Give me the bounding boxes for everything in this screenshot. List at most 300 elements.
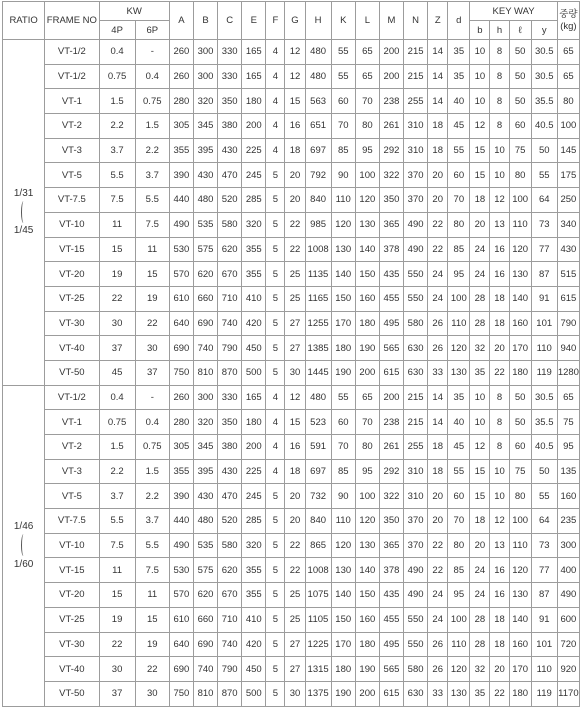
table-cell: 18 <box>285 459 305 484</box>
table-cell: 490 <box>404 212 428 237</box>
frame-cell: VT-20 <box>45 583 99 608</box>
table-cell: 10 <box>470 40 490 65</box>
table-cell: 30 <box>99 311 135 336</box>
table-cell: 260 <box>169 40 193 65</box>
header-weight: 중량 (kg) <box>557 2 579 40</box>
table-cell: 7.5 <box>135 212 169 237</box>
table-cell: 255 <box>404 435 428 460</box>
table-cell: 75 <box>509 138 531 163</box>
table-row <box>3 311 580 336</box>
table-cell: 690 <box>169 657 193 682</box>
table-cell: 285 <box>242 188 266 213</box>
table-cell: 1.5 <box>99 89 135 114</box>
table-cell: 3.7 <box>99 138 135 163</box>
table-row <box>3 286 580 311</box>
table-cell: 70 <box>355 89 379 114</box>
table-cell: 2.2 <box>99 114 135 139</box>
table-cell: 110 <box>509 533 531 558</box>
table-cell: 550 <box>404 262 428 287</box>
table-cell: 370 <box>404 509 428 534</box>
table-cell: 40.5 <box>531 435 557 460</box>
table-cell: 640 <box>169 311 193 336</box>
table-cell: 70 <box>355 410 379 435</box>
table-row <box>3 459 580 484</box>
table-row <box>3 114 580 139</box>
table-cell: 535 <box>193 212 217 237</box>
table-cell: 24 <box>470 237 490 262</box>
table-cell: 130 <box>355 212 379 237</box>
table-cell: 575 <box>193 558 217 583</box>
table-cell: 101 <box>531 311 557 336</box>
table-cell: 250 <box>557 188 579 213</box>
table-cell: 37 <box>99 681 135 706</box>
table-cell: 550 <box>404 632 428 657</box>
header-key-h: h <box>490 21 509 40</box>
header-kw-4p: 4P <box>99 21 135 40</box>
header-dim-e: E <box>242 2 266 40</box>
table-cell: 4 <box>266 410 285 435</box>
table-cell: 10 <box>490 163 509 188</box>
table-cell: 130 <box>509 583 531 608</box>
table-cell: 620 <box>193 262 217 287</box>
table-cell: 24 <box>470 558 490 583</box>
table-cell: 430 <box>218 138 242 163</box>
table-cell: 690 <box>169 336 193 361</box>
table-cell: 165 <box>242 40 266 65</box>
table-cell: 0.75 <box>135 89 169 114</box>
table-row <box>3 188 580 213</box>
table-cell: 355 <box>169 459 193 484</box>
table-cell: 355 <box>169 138 193 163</box>
table-cell: 790 <box>218 336 242 361</box>
table-cell: 7.5 <box>99 188 135 213</box>
table-cell: 2.2 <box>135 138 169 163</box>
table-cell: 32 <box>470 657 490 682</box>
table-cell: 200 <box>379 40 403 65</box>
table-cell: 200 <box>242 435 266 460</box>
table-cell: 15 <box>285 89 305 114</box>
table-row <box>3 89 580 114</box>
table-cell: 5 <box>266 632 285 657</box>
range-tilde-icon <box>3 199 44 225</box>
frame-cell: VT-7.5 <box>45 188 99 213</box>
table-cell: 140 <box>355 558 379 583</box>
table-cell: 1255 <box>305 311 331 336</box>
table-cell: 651 <box>305 114 331 139</box>
table-cell: 350 <box>379 188 403 213</box>
table-cell: 322 <box>379 163 403 188</box>
table-cell: 140 <box>331 262 355 287</box>
table-cell: 1105 <box>305 607 331 632</box>
table-cell: 630 <box>404 360 428 385</box>
table-cell: 180 <box>355 311 379 336</box>
table-cell: 20 <box>470 212 490 237</box>
table-cell: 310 <box>404 484 428 509</box>
table-cell: 16 <box>285 114 305 139</box>
table-cell: 90 <box>331 484 355 509</box>
ratio-to: 1/60 <box>13 558 34 570</box>
table-cell: 120 <box>355 188 379 213</box>
table-cell: 119 <box>531 681 557 706</box>
header-dim-a: A <box>169 2 193 40</box>
table-cell: 350 <box>379 509 403 534</box>
header-dim-l: L <box>355 2 379 40</box>
table-cell: 365 <box>379 212 403 237</box>
table-cell: 345 <box>193 435 217 460</box>
table-cell: 15 <box>470 163 490 188</box>
table-cell: 18 <box>428 459 448 484</box>
table-cell: 490 <box>169 533 193 558</box>
table-cell: 80 <box>557 89 579 114</box>
table-cell: 515 <box>557 262 579 287</box>
table-cell: 20 <box>285 163 305 188</box>
table-cell: 920 <box>557 657 579 682</box>
table-cell: 70 <box>448 509 470 534</box>
table-cell: 670 <box>218 583 242 608</box>
table-cell: 35 <box>448 385 470 410</box>
table-cell: 10 <box>470 385 490 410</box>
table-cell: 330 <box>218 64 242 89</box>
table-cell: 292 <box>379 138 403 163</box>
table-cell: 1375 <box>305 681 331 706</box>
table-cell: 130 <box>355 533 379 558</box>
table-cell: 55 <box>531 163 557 188</box>
table-cell: 4 <box>266 64 285 89</box>
frame-cell: VT-10 <box>45 533 99 558</box>
table-cell: 355 <box>242 262 266 287</box>
table-cell: 490 <box>404 583 428 608</box>
table-cell: 85 <box>331 138 355 163</box>
table-cell: 200 <box>242 114 266 139</box>
table-cell: 60 <box>448 163 470 188</box>
table-cell: 610 <box>169 286 193 311</box>
table-cell: 5 <box>266 163 285 188</box>
table-cell: 150 <box>331 607 355 632</box>
frame-cell: VT-1 <box>45 89 99 114</box>
table-cell: 28 <box>470 607 490 632</box>
table-cell: 150 <box>355 583 379 608</box>
table-cell: 80 <box>355 435 379 460</box>
table-cell: 5 <box>266 188 285 213</box>
table-cell: 1280 <box>557 360 579 385</box>
table-cell: 13 <box>490 212 509 237</box>
table-cell: 320 <box>242 533 266 558</box>
table-cell: 73 <box>531 212 557 237</box>
table-cell: 77 <box>531 237 557 262</box>
table-cell: 20 <box>428 188 448 213</box>
frame-cell: VT-10 <box>45 212 99 237</box>
table-cell: 14 <box>428 40 448 65</box>
table-cell: 10 <box>490 484 509 509</box>
header-dim-f: F <box>266 2 285 40</box>
table-cell: 261 <box>379 435 403 460</box>
frame-cell: VT-1 <box>45 410 99 435</box>
table-cell: 0.4 <box>135 410 169 435</box>
table-cell: 245 <box>242 484 266 509</box>
table-cell: 430 <box>218 459 242 484</box>
table-cell: 11 <box>99 212 135 237</box>
table-cell: 1.5 <box>135 114 169 139</box>
table-cell: 1.5 <box>99 435 135 460</box>
table-cell: 50 <box>509 64 531 89</box>
table-cell: 15 <box>135 262 169 287</box>
table-cell: 119 <box>531 360 557 385</box>
table-cell: 2.2 <box>135 484 169 509</box>
table-cell: 65 <box>557 385 579 410</box>
table-cell: 620 <box>193 583 217 608</box>
frame-cell: VT-20 <box>45 262 99 287</box>
table-cell: 570 <box>169 262 193 287</box>
table-cell: 26 <box>428 657 448 682</box>
table-cell: 60 <box>509 114 531 139</box>
table-cell: 60 <box>509 435 531 460</box>
table-cell: 310 <box>404 114 428 139</box>
frame-cell: VT-40 <box>45 657 99 682</box>
table-cell: 14 <box>428 385 448 410</box>
table-cell: 580 <box>404 311 428 336</box>
table-cell: 55 <box>331 40 355 65</box>
table-cell: 27 <box>285 632 305 657</box>
table-cell: 35.5 <box>531 410 557 435</box>
table-cell: 1385 <box>305 336 331 361</box>
header-kw-6p: 6P <box>135 21 169 40</box>
table-cell: 0.4 <box>99 40 135 65</box>
table-cell: 940 <box>557 336 579 361</box>
table-row <box>3 681 580 706</box>
header-dim-d: d <box>448 2 470 40</box>
table-cell: 440 <box>169 188 193 213</box>
table-cell: 55 <box>331 385 355 410</box>
table-cell: 305 <box>169 435 193 460</box>
frame-cell: VT-15 <box>45 558 99 583</box>
table-row <box>3 336 580 361</box>
table-cell: 100 <box>557 114 579 139</box>
table-cell: 1315 <box>305 657 331 682</box>
table-cell: 1008 <box>305 558 331 583</box>
table-cell: 1008 <box>305 237 331 262</box>
table-cell: 18 <box>285 138 305 163</box>
table-cell: 550 <box>404 607 428 632</box>
table-cell: 320 <box>242 212 266 237</box>
table-cell: 60 <box>331 89 355 114</box>
table-cell: 410 <box>242 607 266 632</box>
table-cell: 12 <box>285 40 305 65</box>
table-cell: 20 <box>470 533 490 558</box>
table-cell: 430 <box>193 163 217 188</box>
frame-cell: VT-25 <box>45 607 99 632</box>
table-cell: 8 <box>490 385 509 410</box>
table-cell: 150 <box>355 262 379 287</box>
table-cell: 30 <box>135 336 169 361</box>
frame-cell: VT-5 <box>45 163 99 188</box>
table-cell: 0.4 <box>99 385 135 410</box>
table-cell: 30.5 <box>531 385 557 410</box>
table-cell: 60 <box>331 410 355 435</box>
table-cell: 200 <box>355 360 379 385</box>
table-cell: 91 <box>531 286 557 311</box>
table-cell: 22 <box>490 360 509 385</box>
table-cell: 40 <box>448 410 470 435</box>
table-cell: 100 <box>509 188 531 213</box>
table-cell: 280 <box>169 410 193 435</box>
table-cell: 300 <box>193 385 217 410</box>
table-cell: 65 <box>557 40 579 65</box>
table-cell: 345 <box>193 114 217 139</box>
table-cell: 110 <box>331 188 355 213</box>
table-cell: 470 <box>218 484 242 509</box>
header-dim-b: B <box>193 2 217 40</box>
table-cell: 110 <box>448 311 470 336</box>
table-cell: 292 <box>379 459 403 484</box>
table-cell: 50 <box>531 138 557 163</box>
table-cell: 18 <box>490 607 509 632</box>
table-cell: 5.5 <box>135 188 169 213</box>
table-cell: 480 <box>193 509 217 534</box>
table-cell: 15 <box>285 410 305 435</box>
table-cell: 520 <box>218 188 242 213</box>
table-cell: 5.5 <box>99 509 135 534</box>
table-cell: 310 <box>404 138 428 163</box>
table-cell: 5 <box>266 509 285 534</box>
table-cell: 64 <box>531 188 557 213</box>
table-cell: 0.75 <box>99 410 135 435</box>
table-cell: 35.5 <box>531 89 557 114</box>
table-cell: 35 <box>448 64 470 89</box>
table-cell: 8 <box>490 64 509 89</box>
table-cell: 985 <box>305 212 331 237</box>
table-cell: 550 <box>404 286 428 311</box>
table-cell: 8 <box>490 114 509 139</box>
table-cell: 5.5 <box>99 163 135 188</box>
table-cell: 697 <box>305 138 331 163</box>
table-cell: 30.5 <box>531 64 557 89</box>
table-cell: 16 <box>490 262 509 287</box>
table-cell: 24 <box>470 262 490 287</box>
table-cell: 7.5 <box>135 558 169 583</box>
table-cell: 8 <box>490 435 509 460</box>
table-cell: 120 <box>448 657 470 682</box>
table-row <box>3 40 580 65</box>
table-cell: 520 <box>218 509 242 534</box>
table-cell: 660 <box>193 607 217 632</box>
table-cell: 73 <box>531 533 557 558</box>
table-cell: 697 <box>305 459 331 484</box>
table-cell: 170 <box>331 311 355 336</box>
table-cell: 238 <box>379 410 403 435</box>
table-cell: 130 <box>448 360 470 385</box>
frame-cell: VT-7.5 <box>45 509 99 534</box>
table-row <box>3 262 580 287</box>
table-cell: 740 <box>193 336 217 361</box>
header-dim-n: N <box>404 2 428 40</box>
table-cell: 440 <box>169 509 193 534</box>
table-cell: 15 <box>470 484 490 509</box>
table-cell: 27 <box>285 311 305 336</box>
table-cell: 12 <box>470 435 490 460</box>
table-cell: 792 <box>305 163 331 188</box>
table-cell: 180 <box>509 360 531 385</box>
table-cell: 10 <box>470 410 490 435</box>
table-cell: 80 <box>509 163 531 188</box>
table-cell: 15 <box>470 138 490 163</box>
table-cell: 55 <box>448 459 470 484</box>
table-cell: 15 <box>99 583 135 608</box>
table-cell: 14 <box>428 64 448 89</box>
table-cell: 165 <box>242 385 266 410</box>
table-cell: 24 <box>428 286 448 311</box>
frame-cell: VT-40 <box>45 336 99 361</box>
table-cell: 610 <box>169 607 193 632</box>
table-cell: 245 <box>242 163 266 188</box>
table-row <box>3 657 580 682</box>
table-cell: 450 <box>242 657 266 682</box>
table-cell: 64 <box>531 509 557 534</box>
table-cell: 5 <box>266 607 285 632</box>
table-cell: 300 <box>193 64 217 89</box>
table-cell: 65 <box>355 385 379 410</box>
table-cell: 563 <box>305 89 331 114</box>
table-cell: 12 <box>490 188 509 213</box>
table-cell: 33 <box>428 360 448 385</box>
table-cell: 13 <box>490 533 509 558</box>
table-cell: 810 <box>193 360 217 385</box>
table-cell: 615 <box>379 360 403 385</box>
table-cell: 170 <box>509 657 531 682</box>
table-row <box>3 558 580 583</box>
table-cell: 110 <box>531 336 557 361</box>
table-cell: 22 <box>428 558 448 583</box>
table-cell: 400 <box>557 558 579 583</box>
table-cell: 500 <box>242 681 266 706</box>
table-cell: 28 <box>470 632 490 657</box>
table-cell: 95 <box>355 459 379 484</box>
table-cell: 24 <box>428 583 448 608</box>
table-cell: 500 <box>242 360 266 385</box>
table-cell: 55 <box>531 484 557 509</box>
table-cell: 65 <box>557 64 579 89</box>
table-cell: 35 <box>448 40 470 65</box>
table-cell: 480 <box>305 385 331 410</box>
table-cell: 1165 <box>305 286 331 311</box>
table-cell: 350 <box>218 410 242 435</box>
table-cell: 215 <box>404 410 428 435</box>
table-cell: 535 <box>193 533 217 558</box>
table-row <box>3 410 580 435</box>
table-cell: 50 <box>509 410 531 435</box>
table-cell: 180 <box>331 657 355 682</box>
table-cell: 37 <box>99 336 135 361</box>
table-cell: 20 <box>490 336 509 361</box>
table-cell: 18 <box>490 311 509 336</box>
header-frame-no: FRAME NO <box>45 2 99 40</box>
table-cell: 2.2 <box>99 459 135 484</box>
table-cell: 215 <box>404 40 428 65</box>
table-cell: 4 <box>266 459 285 484</box>
table-cell: 580 <box>218 533 242 558</box>
table-cell: 790 <box>218 657 242 682</box>
frame-cell: VT-1/2 <box>45 64 99 89</box>
table-cell: 45 <box>99 360 135 385</box>
table-cell: 120 <box>448 336 470 361</box>
table-cell: 87 <box>531 262 557 287</box>
table-cell: 3.7 <box>99 484 135 509</box>
frame-cell: VT-3 <box>45 459 99 484</box>
table-cell: 690 <box>193 632 217 657</box>
table-cell: 110 <box>448 632 470 657</box>
table-cell: 355 <box>242 558 266 583</box>
table-cell: 620 <box>218 558 242 583</box>
table-cell: 22 <box>285 212 305 237</box>
